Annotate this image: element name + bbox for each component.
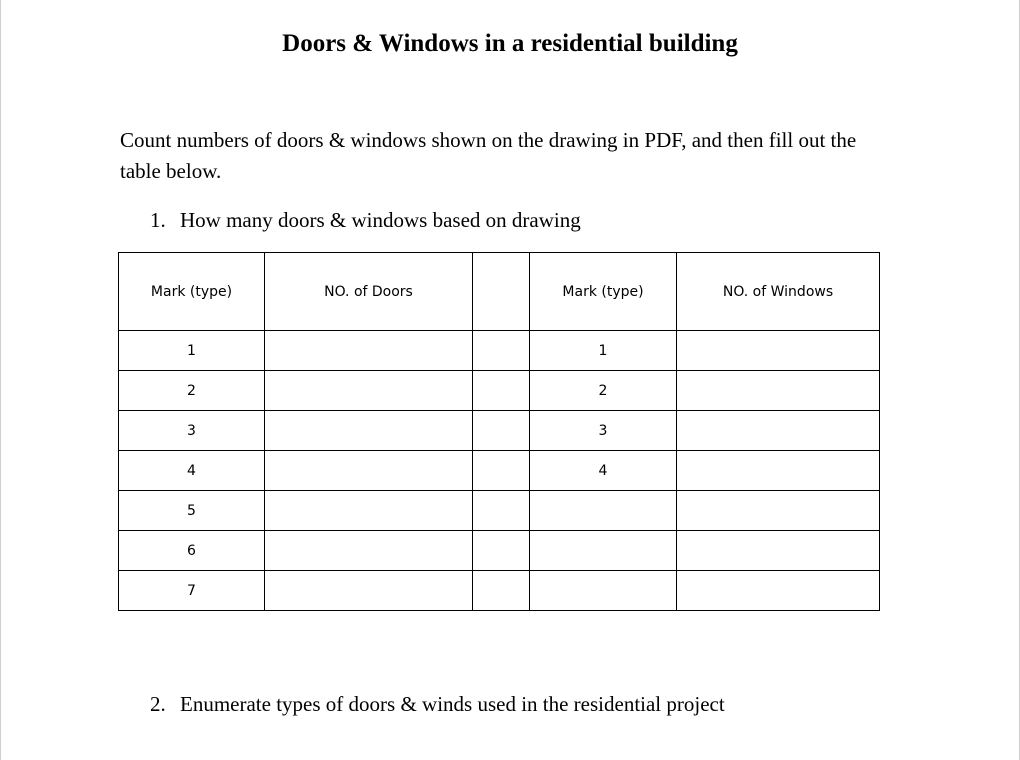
table-row xyxy=(119,411,880,451)
intro-paragraph: Count numbers of doors & windows shown on the drawing in PDF, and then fill out the table below. xyxy=(120,128,857,183)
window-count-cell[interactable] xyxy=(677,531,880,571)
spacer-cell xyxy=(473,571,530,611)
door-mark-cell: 5 xyxy=(119,491,265,531)
door-mark-cell: 1 xyxy=(119,331,265,371)
page-edge-left xyxy=(0,0,1,760)
document-title: Doors & Windows in a residential building xyxy=(282,30,738,57)
table-row xyxy=(119,531,880,571)
spacer-cell xyxy=(473,411,530,451)
question-1-number: 1. xyxy=(150,208,166,232)
window-count-cell[interactable] xyxy=(677,371,880,411)
window-mark-cell xyxy=(530,571,677,611)
doors-windows-table xyxy=(118,252,880,611)
window-count-cell[interactable] xyxy=(677,571,880,611)
header-spacer xyxy=(473,253,530,331)
question-1-text: How many doors & windows based on drawing xyxy=(180,208,581,232)
table-row xyxy=(119,331,880,371)
question-2 xyxy=(150,690,725,718)
question-2-text: Enumerate types of doors & winds used in the residential project xyxy=(180,692,725,716)
window-count-cell[interactable] xyxy=(677,331,880,371)
window-mark-cell: 2 xyxy=(530,371,677,411)
door-count-cell[interactable] xyxy=(265,411,473,451)
door-count-cell[interactable] xyxy=(265,371,473,411)
window-count-cell[interactable] xyxy=(677,491,880,531)
header-door-mark: Mark (type) xyxy=(119,253,265,331)
table-row xyxy=(119,451,880,491)
door-mark-cell: 4 xyxy=(119,451,265,491)
door-count-cell[interactable] xyxy=(265,491,473,531)
header-no-of-windows: NO. of Windows xyxy=(677,253,880,331)
door-count-cell[interactable] xyxy=(265,331,473,371)
table-header-row xyxy=(119,253,880,331)
spacer-cell xyxy=(473,531,530,571)
header-no-of-doors: NO. of Doors xyxy=(265,253,473,331)
table-row xyxy=(119,371,880,411)
door-mark-cell: 6 xyxy=(119,531,265,571)
door-mark-cell: 7 xyxy=(119,571,265,611)
door-count-cell[interactable] xyxy=(265,451,473,491)
door-count-cell[interactable] xyxy=(265,531,473,571)
spacer-cell xyxy=(473,331,530,371)
window-mark-cell xyxy=(530,491,677,531)
table-row xyxy=(119,491,880,531)
spacer-cell xyxy=(473,371,530,411)
window-mark-cell: 1 xyxy=(530,331,677,371)
question-2-number: 2. xyxy=(150,692,166,716)
door-mark-cell: 3 xyxy=(119,411,265,451)
window-mark-cell xyxy=(530,531,677,571)
table-row xyxy=(119,571,880,611)
door-mark-cell: 2 xyxy=(119,371,265,411)
door-count-cell[interactable] xyxy=(265,571,473,611)
spacer-cell xyxy=(473,451,530,491)
question-1 xyxy=(150,206,581,234)
spacer-cell xyxy=(473,491,530,531)
header-window-mark: Mark (type) xyxy=(530,253,677,331)
window-mark-cell: 4 xyxy=(530,451,677,491)
window-count-cell[interactable] xyxy=(677,451,880,491)
window-mark-cell: 3 xyxy=(530,411,677,451)
window-count-cell[interactable] xyxy=(677,411,880,451)
